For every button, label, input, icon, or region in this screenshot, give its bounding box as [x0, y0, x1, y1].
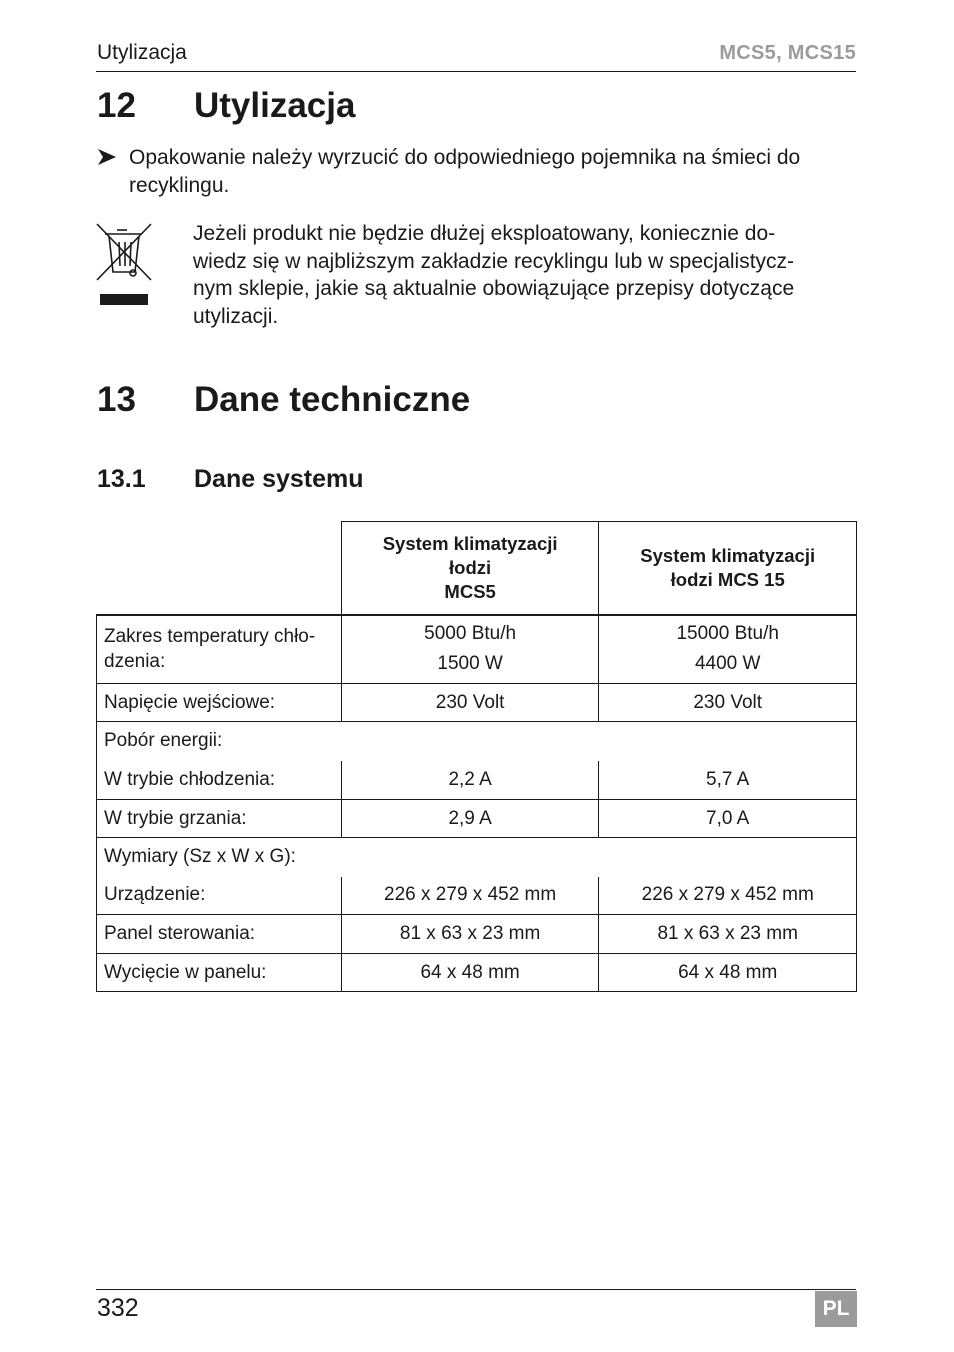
section-13-number: 13: [97, 380, 136, 419]
cell-mcs15: 7,0 A: [599, 800, 857, 838]
note-line: wiedz się w najbliższym zakładzie recyklingu lub w specjalistycz-: [193, 249, 795, 273]
cell-line: 1500 W: [437, 653, 503, 675]
header-line: System klimatyzacji: [640, 544, 816, 566]
row-label: Urządzenie:: [97, 877, 342, 915]
table-row: [97, 800, 857, 838]
table-header-mcs15: [599, 522, 857, 615]
note-line: nym sklepie, jakie są aktualnie obowiązujące przepisy dotyczące: [193, 277, 795, 300]
section-13-1-heading: [97, 465, 797, 497]
table-header-row: [97, 522, 857, 615]
bullet-text: Opakowanie należy wyrzucić do odpowiedniego pojemnika na śmieci do recyklingu.: [129, 146, 801, 197]
table-group-row: [97, 722, 857, 761]
cell-mcs5: 64 x 48 mm: [341, 954, 599, 992]
section-13-title: Dane techniczne: [194, 380, 471, 419]
table-row: [97, 615, 857, 684]
section-13-heading: [97, 380, 797, 424]
page-number: 332: [97, 1294, 139, 1322]
table-row: [97, 761, 857, 800]
cell-mcs15: 230 Volt: [599, 684, 857, 722]
bullet-arrow-icon: [96, 146, 118, 168]
cell-line: 4400 W: [694, 653, 761, 675]
section-12-title: Utylizacja: [194, 86, 356, 125]
cell-mcs15: 5,7 A: [599, 761, 857, 800]
row-label: Wycięcie w panelu:: [97, 954, 342, 992]
section-12-number: 12: [97, 86, 136, 125]
row-label: Panel sterowania:: [97, 915, 342, 954]
footer-rule: [96, 1289, 856, 1290]
row-label: W trybie grzania:: [97, 800, 342, 838]
section-13-1-title: Dane systemu: [194, 465, 364, 493]
cell-mcs5: 230 Volt: [341, 684, 599, 722]
table-row: [97, 684, 857, 722]
cell-mcs5: [341, 615, 599, 684]
table-header-mcs5: [341, 522, 599, 615]
row-label: Napięcie wejściowe:: [97, 684, 342, 722]
cell-mcs5: 81 x 63 x 23 mm: [341, 915, 599, 954]
system-data-table: [96, 521, 857, 992]
cell-mcs15: 81 x 63 x 23 mm: [599, 915, 857, 954]
table-header-empty-cell: [97, 522, 342, 615]
group-label: Pobór energii:: [97, 722, 857, 761]
row-label-line: dzenia:: [104, 651, 166, 673]
running-header-section: Utylizacja: [97, 41, 187, 64]
cell-mcs5: 226 x 279 x 452 mm: [341, 877, 599, 915]
section-13-1-number: 13.1: [97, 465, 146, 493]
cell-mcs15: 64 x 48 mm: [599, 954, 857, 992]
header-line: łodzi MCS 15: [670, 568, 785, 590]
cell-line: 15000 Btu/h: [676, 623, 779, 645]
language-badge: PL: [815, 1291, 857, 1327]
crossed-out-wheelie-bin-icon: [95, 222, 155, 308]
table-row: [97, 877, 857, 915]
cell-mcs15: [599, 615, 857, 684]
table-row: [97, 915, 857, 954]
table-group-row: [97, 838, 857, 877]
running-header-models: MCS5, MCS15: [719, 42, 856, 64]
row-label-line: Zakres temperatury chło-: [104, 626, 316, 648]
group-label: Wymiary (Sz x W x G):: [97, 838, 857, 877]
disposal-note: [193, 220, 853, 330]
header-line: System klimatyzacji: [382, 532, 558, 554]
header-line: łodzi: [449, 556, 492, 578]
header-line: MCS5: [444, 580, 496, 602]
row-label: [97, 615, 342, 684]
row-label: W trybie chłodzenia:: [97, 761, 342, 800]
note-line: Jeżeli produkt nie będzie dłużej eksploatowany, koniecznie do-: [193, 222, 776, 245]
note-line: utylizacji.: [193, 304, 279, 328]
header-rule: [96, 71, 856, 72]
cell-mcs15: 226 x 279 x 452 mm: [599, 877, 857, 915]
table-row: [97, 954, 857, 992]
cell-mcs5: 2,9 A: [341, 800, 599, 838]
section-12-heading: [97, 86, 797, 130]
cell-line: 5000 Btu/h: [424, 623, 517, 645]
cell-mcs5: 2,2 A: [341, 761, 599, 800]
